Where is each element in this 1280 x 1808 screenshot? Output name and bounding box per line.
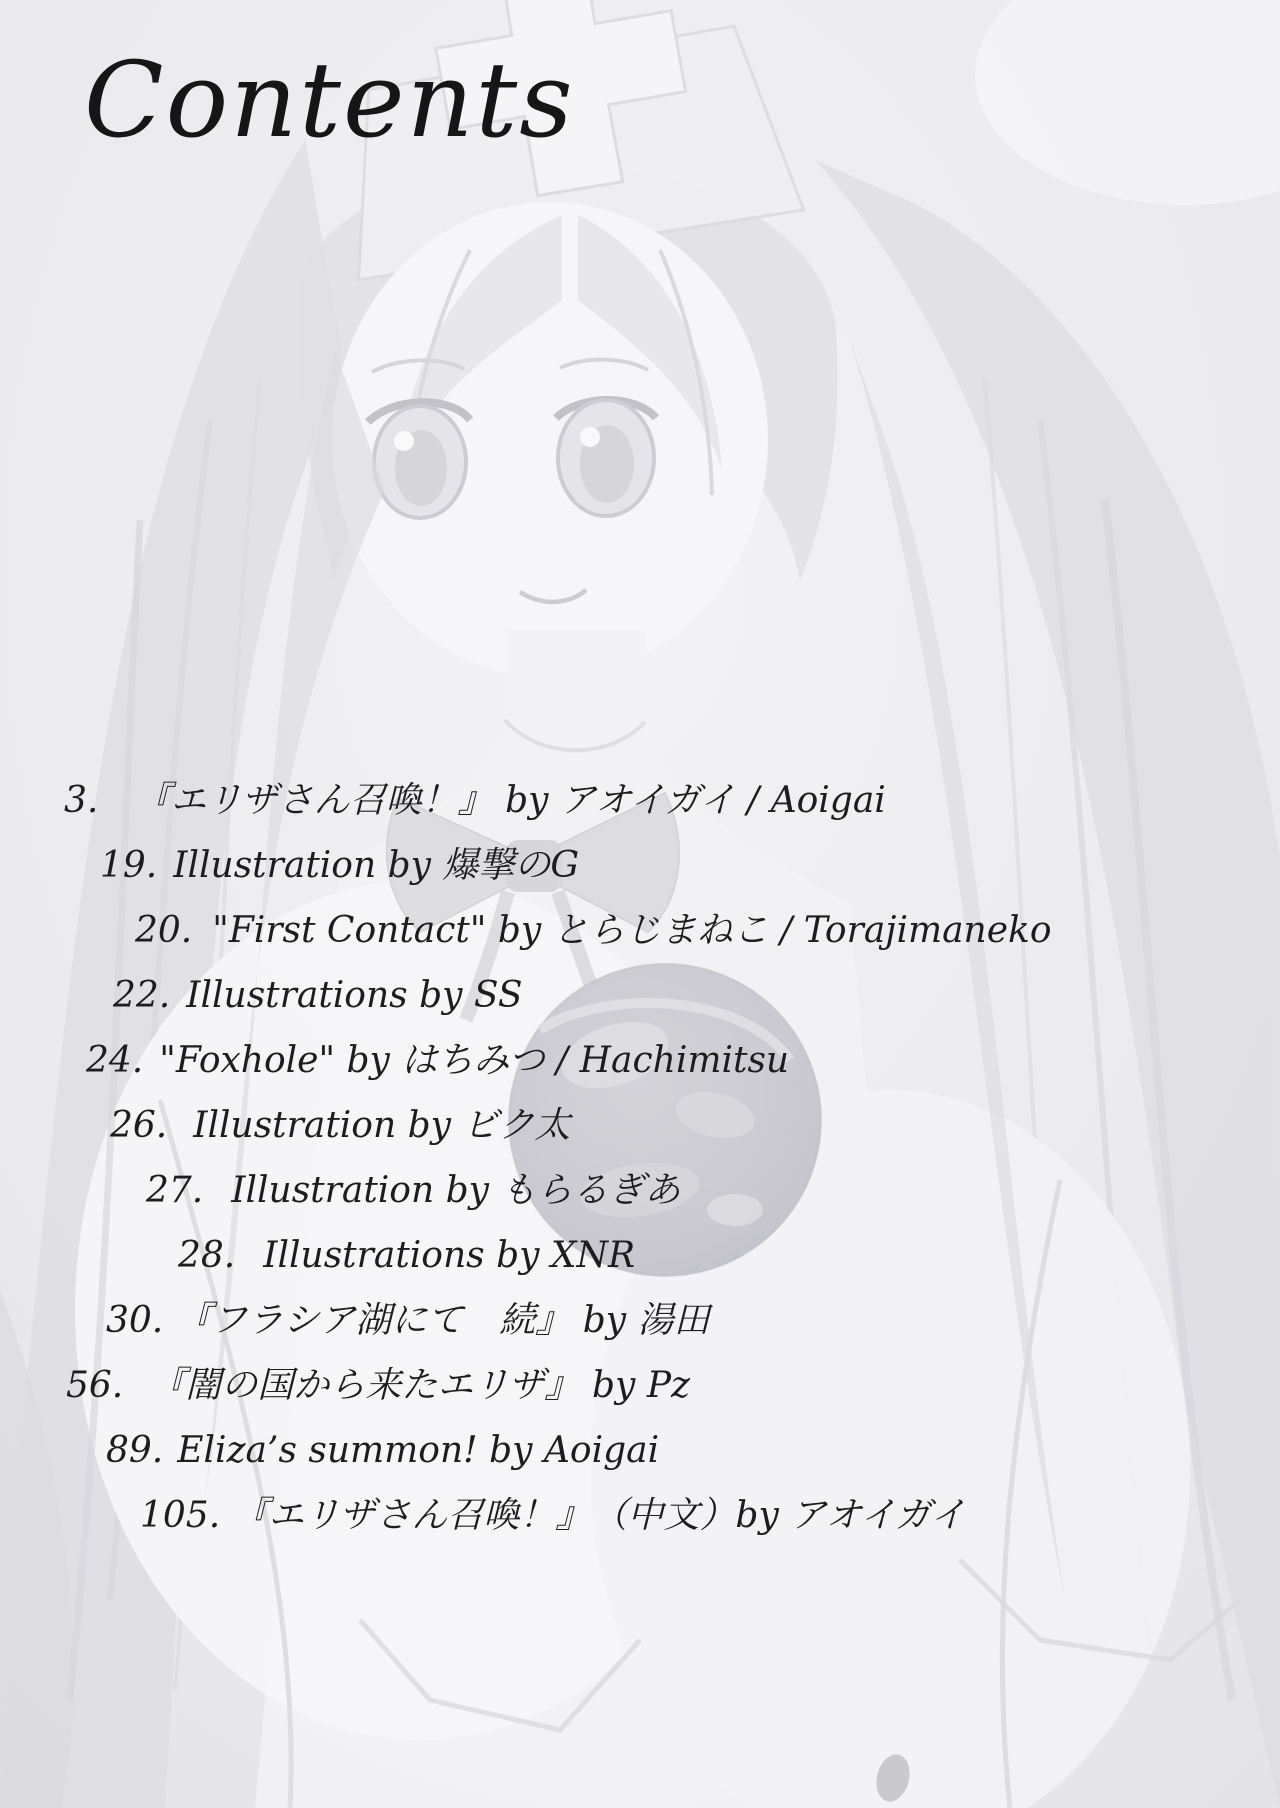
anime-face (332, 202, 768, 678)
toc-item-title: Illustration by ビク太 (193, 1105, 571, 1146)
toc-item-title: 『エリザさん召喚！』 （中文）by アオイガイ (232, 1495, 966, 1536)
toc-item-title: 『闇の国から来たエリザ』 by Pz (149, 1365, 691, 1406)
toc-item-title: 『フラシア湖にて 続』 by 湯田 (175, 1300, 710, 1341)
toc-item-page-number: 22. (113, 975, 171, 1016)
toc-item (113, 963, 1280, 1028)
toc-item-title: 『エリザさん召喚！』 by アオイガイ / Aoigai (134, 780, 886, 821)
toc-item (110, 1093, 1280, 1158)
toc-item-title: Illustrations by XNR (263, 1235, 636, 1276)
toc-item-page-number: 89. (106, 1430, 164, 1471)
toc-item-page-number: 28. (178, 1235, 236, 1276)
toc-item (140, 1483, 1280, 1548)
toc-item-page-number: 105. (140, 1495, 221, 1536)
toc-item (146, 1158, 1280, 1223)
toc-item-page-number: 26. (110, 1105, 168, 1146)
toc-item-page-number: 56. (66, 1365, 124, 1406)
toc-item (100, 833, 1280, 898)
toc-item-title: Illustration by 爆撃のG (173, 845, 580, 886)
toc-item-title: Eliza’s summon! by Aoigai (177, 1430, 660, 1471)
toc-item-title: "Foxhole" by はちみつ / Hachimitsu (159, 1040, 790, 1081)
toc-item-page-number: 24. (86, 1040, 144, 1081)
toc-item (86, 1028, 1280, 1093)
toc-list (0, 768, 1280, 1548)
toc-item-title: Illustrations by SS (186, 975, 523, 1016)
toc-item (178, 1223, 1280, 1288)
toc-item-page-number: 30. (106, 1300, 164, 1341)
toc-item (106, 1288, 1280, 1353)
toc-item-page-number: 3. (64, 780, 99, 821)
toc-item-page-number: 19. (100, 845, 158, 886)
toc-item-title: Illustration by もらるぎあ (231, 1170, 681, 1211)
toc-item (135, 898, 1280, 963)
page-title: Contents (84, 39, 575, 161)
toc-item (106, 1418, 1280, 1483)
right-eye (556, 400, 656, 516)
toc-item (64, 768, 1280, 833)
toc-item-title: "First Contact" by とらじまねこ / Torajimaneko (212, 910, 1052, 951)
toc-item-page-number: 27. (146, 1170, 204, 1211)
toc-item (66, 1353, 1280, 1418)
toc-item-page-number: 20. (135, 910, 193, 951)
